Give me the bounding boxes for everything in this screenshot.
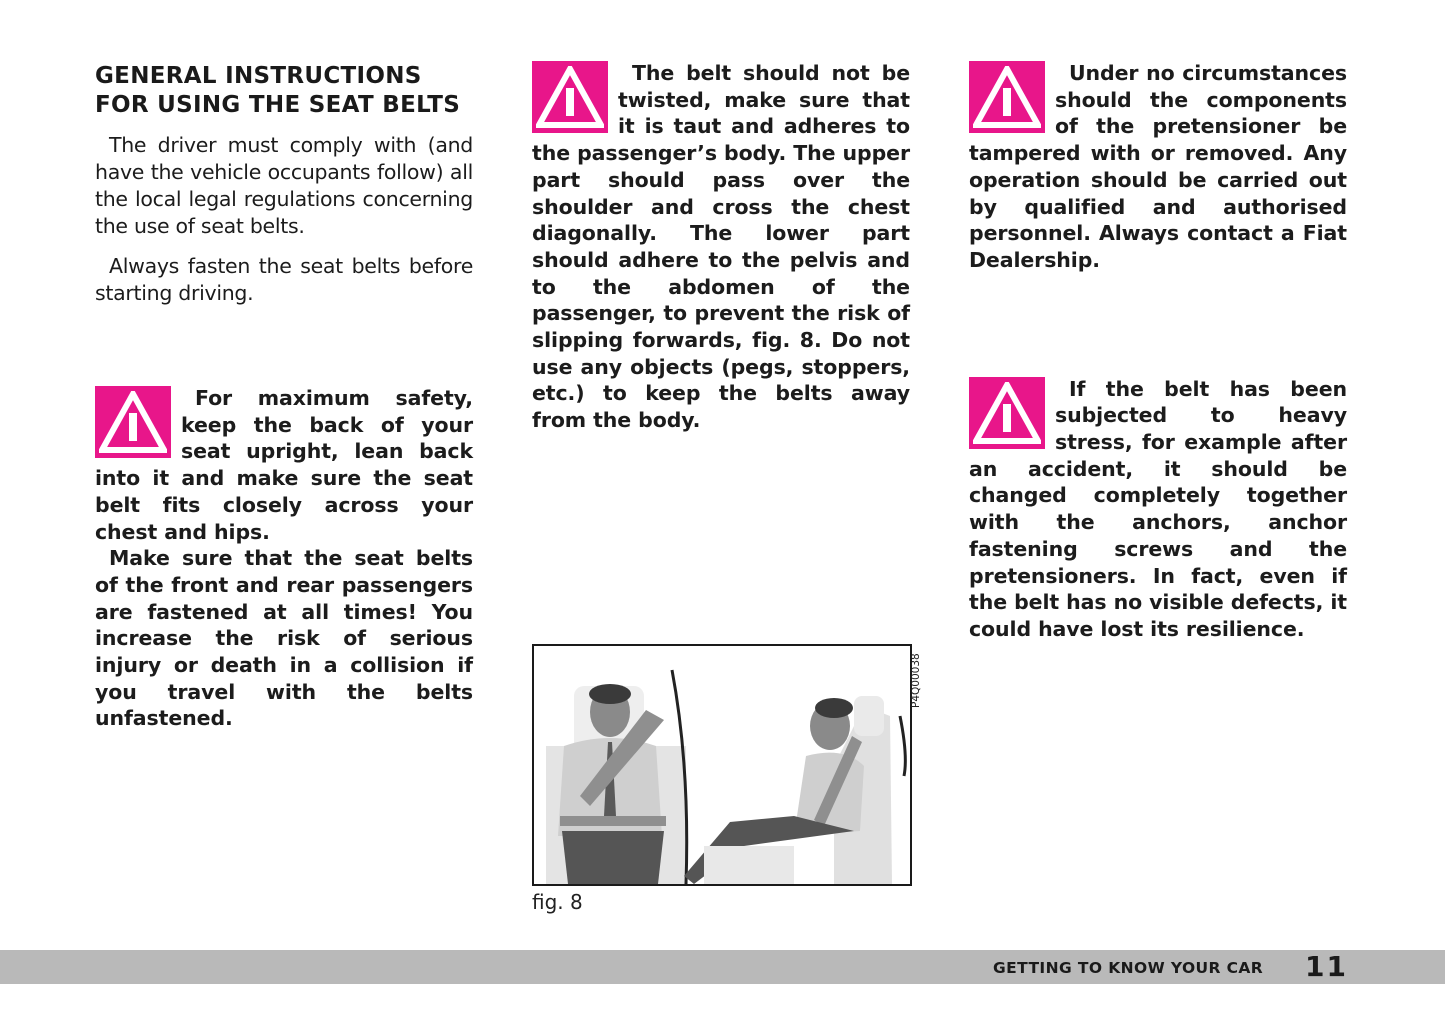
warning-triangle-icon	[969, 377, 1045, 449]
column-1	[95, 60, 473, 732]
seated-passengers-illustration	[534, 646, 910, 884]
warning-belts-fastened-text: Make sure that the seat belts of the front and rear passengers are fastened at all times! You increase the risk of serious injury or death in a collision if you travel with the belts unfastened.	[95, 546, 473, 731]
warning-triangle-icon	[95, 386, 171, 458]
warning-pretensioner-text: Under no circumstances should the components of the pretensioner be tampered with or removed. Any operation should be carried out by qualified and authorised personnel. Always contact a Fiat Dealership.	[969, 61, 1347, 272]
paragraph-fasten-belts: Always fasten the seat belts before starting driving.	[95, 254, 473, 305]
paragraph-regulations: The driver must comply with (and have the vehicle occupants follow) all the local legal regulations concerning the use of seat belts.	[95, 133, 473, 238]
section-title	[95, 60, 473, 120]
warning-block-belt-position	[532, 60, 910, 434]
section-title-line-2: FOR USING THE SEAT BELTS	[95, 92, 461, 118]
warning-belt-position-text: The belt should not be twisted, make sure that it is taut and adheres to the passenger’s body. The upper part should pass over the shoulder and cross the chest diagonally. The lower part should adhere to the pelvis and to the abdomen of the passenger, to prevent the risk of slipping forwards, fig. 8. Do not use any objects (pegs, stoppers, etc.) to keep the belts away from the body.	[532, 61, 910, 433]
warning-triangle-icon	[969, 61, 1045, 133]
warning-block-heavy-stress	[969, 376, 1347, 643]
warning-block-pretensioner	[969, 60, 1347, 274]
warning-safety-text: For maximum safety, keep the back of your seat upright, lean back into it and make sure the seat belt fits closely across your chest and hips.	[95, 386, 473, 544]
section-title-line-1: GENERAL INSTRUCTIONS	[95, 63, 422, 89]
warning-heavy-stress-text: If the belt has been subjected to heavy stress, for example after an accident, it should be changed completely together with the anchors, anchor fastening screws and the pretensioners. In fact, even if the belt has no visible defects, it could have lost its resilience.	[969, 376, 1347, 641]
page-number: 11	[1305, 950, 1348, 983]
column-2	[532, 60, 910, 434]
figure-8-seat-belt-illustration	[532, 644, 912, 886]
column-3	[969, 60, 1347, 643]
figure-caption: fig. 8	[532, 890, 583, 914]
footer-section-title: GETTING TO KNOW YOUR CAR	[993, 959, 1264, 977]
warning-block-safety	[95, 385, 473, 732]
figure-code: P4Q00038	[910, 653, 922, 708]
warning-triangle-icon	[532, 61, 608, 133]
